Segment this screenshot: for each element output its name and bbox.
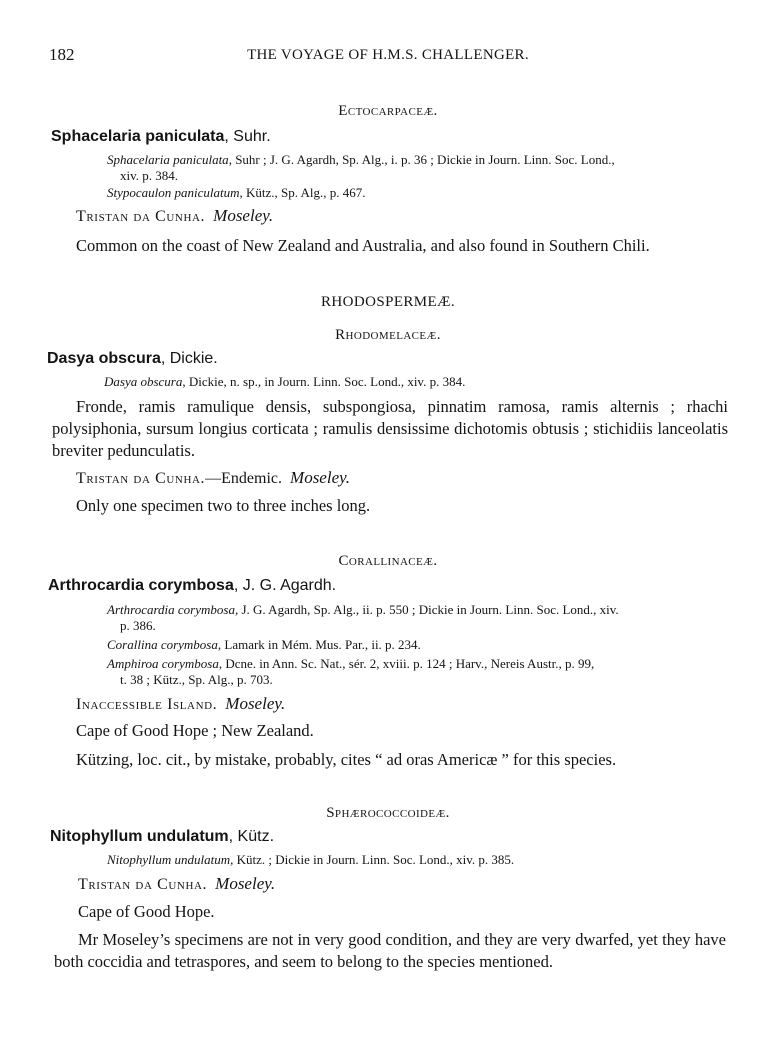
synonym-line	[107, 851, 514, 868]
synonym-line	[107, 636, 421, 653]
remark-note: Kützing, loc. cit., by mistake, probably, cites “ ad oras Americæ ” for this species.	[76, 750, 617, 769]
synonym-line	[104, 373, 465, 390]
species-authority: , Suhr.	[224, 128, 271, 145]
synonym-name: Arthrocardia corymbosa	[107, 602, 235, 617]
synonym-name: Amphiroa corymbosa	[107, 656, 219, 671]
distribution-note: Cape of Good Hope ; New Zealand.	[76, 721, 314, 740]
collector-name: Moseley.	[290, 468, 350, 487]
locality-line	[76, 468, 350, 488]
page-number: 182	[49, 45, 75, 64]
synonym-ref: , Dickie, n. sp., in Journ. Linn. Soc. Lond., xiv. p. 384.	[182, 374, 466, 389]
synonym-name: Dasya obscura	[104, 374, 183, 389]
family-heading: Corallinaceæ.	[338, 553, 438, 569]
distribution-note: Common on the coast of New Zealand and Australia, and also found in Southern Chili.	[76, 236, 650, 255]
collector-name: Moseley.	[225, 694, 286, 713]
family-heading: Sphærococcoideæ.	[326, 805, 450, 821]
locality-line	[76, 694, 285, 714]
species-name: Nitophyllum undulatum	[50, 828, 229, 845]
species-name: Sphacelaria paniculata	[51, 128, 225, 145]
synonym-line	[107, 184, 366, 201]
synonym-name: Corallina corymbosa	[107, 637, 218, 652]
synonym-ref: , Kütz. ; Dickie in Journ. Linn. Soc. Lond., xiv. p. 385.	[230, 852, 515, 867]
species-authority: , Kütz.	[228, 828, 275, 845]
specimen-note: Only one specimen two to three inches long.	[76, 496, 371, 515]
species-authority: , J. G. Agardh.	[233, 577, 337, 594]
synonym-cont: xiv. p. 384.	[120, 168, 179, 183]
species-authority: , Dickie.	[160, 350, 218, 367]
species-heading	[47, 350, 218, 368]
locality-line	[76, 206, 273, 226]
condition-note: Mr Moseley’s specimens are not in very good condition, and they are very dwarfed, yet they have both coccidia and tetraspores, and seem to belong to the species mentioned.	[54, 930, 726, 971]
locality-extra: —Endemic.	[205, 470, 283, 487]
synonym-line	[107, 151, 615, 168]
locality-place: Tristan da Cunha.	[76, 470, 206, 487]
latin-description: Fronde, ramis ramulique densis, subspongiosa, pinnatim ramosa, ramis alternis ; rhachi polysiphonia, sursum longius corticata ; ramulis densissime dichotomis obtusis ; stichidiis lanceolatis breviter pedunculatis.	[52, 397, 728, 460]
synonym-ref: , Kütz., Sp. Alg., p. 467.	[239, 185, 366, 200]
synonym-ref: , Dcne. in Ann. Sc. Nat., sér. 2, xviii. p. 124 ; Harv., Nereis Austr., p. 99,	[218, 656, 595, 671]
species-heading	[48, 577, 336, 595]
family-heading: Ectocarpaceæ.	[338, 103, 438, 119]
synonym-line	[107, 601, 619, 618]
running-title: THE VOYAGE OF H.M.S. CHALLENGER.	[247, 47, 529, 63]
synonym-name: Stypocaulon paniculatum	[107, 185, 240, 200]
class-heading: RHODOSPERMEÆ.	[321, 294, 455, 310]
synonym-ref: , Lamark in Mém. Mus. Par., ii. p. 234.	[217, 637, 421, 652]
synonym-ref: , Suhr ; J. G. Agardh, Sp. Alg., i. p. 36 ; Dickie in Journ. Linn. Soc. Lond.,	[228, 152, 615, 167]
collector-name: Moseley.	[215, 874, 276, 893]
distribution-note: Cape of Good Hope.	[78, 902, 215, 921]
species-heading	[50, 828, 274, 846]
synonym-cont: t. 38 ; Kütz., Sp. Alg., p. 703.	[120, 672, 273, 687]
locality-line	[78, 874, 275, 894]
synonym-cont: p. 386.	[120, 618, 156, 633]
family-heading: Rhodomelaceæ.	[335, 327, 441, 343]
locality-place: Inaccessible Island.	[76, 696, 218, 713]
synonym-name: Sphacelaria paniculata	[107, 152, 229, 167]
collector-name: Moseley.	[213, 206, 274, 225]
locality-place: Tristan da Cunha.	[78, 876, 208, 893]
species-name: Dasya obscura	[47, 350, 161, 367]
species-name: Arthrocardia corymbosa	[48, 577, 234, 594]
species-heading	[51, 128, 271, 146]
synonym-name: Nitophyllum undulatum	[107, 852, 231, 867]
locality-place: Tristan da Cunha.	[76, 208, 206, 225]
synonym-line	[107, 655, 594, 672]
synonym-ref: , J. G. Agardh, Sp. Alg., ii. p. 550 ; Dickie in Journ. Linn. Soc. Lond., xiv.	[234, 602, 619, 617]
